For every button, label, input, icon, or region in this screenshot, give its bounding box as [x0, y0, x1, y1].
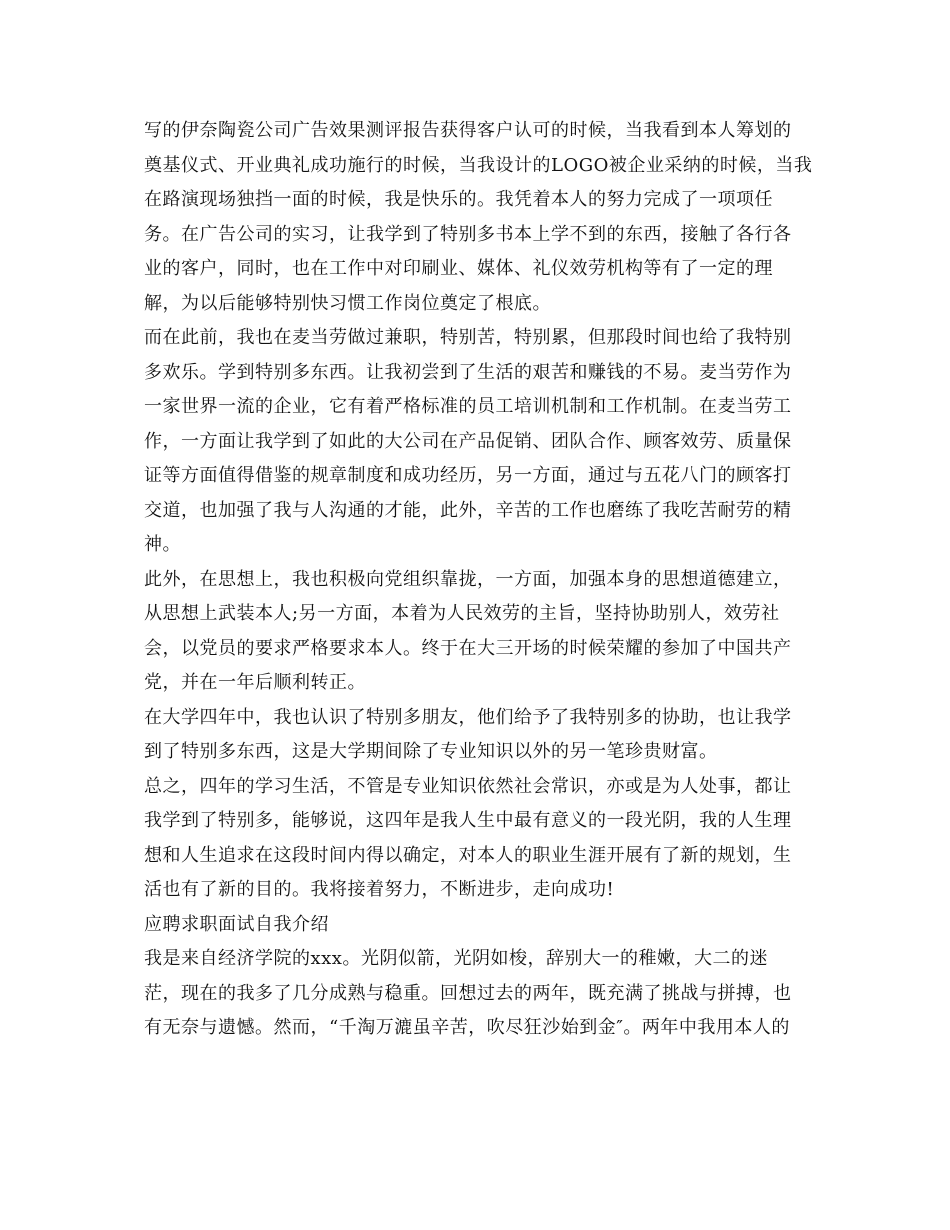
text-line: 证等方面值得借鉴的规章制度和成功经历，另一方面，通过与五花八门的顾客打 — [144, 465, 792, 486]
text-line: 在大学四年中，我也认识了特别多朋友，他们给予了我特别多的协助，也让我学 — [144, 706, 792, 728]
text-line: 作，一方面让我学到了如此的大公司在产品促销、团队合作、顾客效劳、质量保 — [144, 430, 792, 452]
text-line: 奠基仪式、开业典礼成功施行的时候，当我设计的LOGO被企业采纳的时候，当我 — [144, 154, 813, 176]
text-line: 到了特别多东西，这是大学期间除了专业知识以外的另一笔珍贵财富。 — [144, 741, 718, 762]
text-line: 会，以党员的要求严格要求本人。终于在大三开场的时候荣耀的参加了中国共产 — [144, 637, 792, 659]
text-line: 而在此前，我也在麦当劳做过兼职，特别苦，特别累，但那段时间也给了我特别 — [144, 327, 792, 348]
text-line: 务。在广告公司的实习，让我学到了特别多书本上学不到的东西，接触了各行各 — [144, 223, 792, 245]
text-line: 总之，四年的学习生活，不管是专业知识依然社会常识，亦或是为人处事，都让 — [144, 775, 792, 797]
text-line: 茫，现在的我多了几分成熟与稳重。回想过去的两年，既充满了挑战与拼搏，也 — [144, 982, 792, 1004]
text-line: 我是来自经济学院的xxx。光阴似箭，光阴如梭，辞别大一的稚嫩，大二的迷 — [144, 948, 768, 969]
text-line: 交道，也加强了我与人沟通的才能，此外，辛苦的工作也磨练了我吃苦耐劳的精 — [144, 499, 792, 521]
text-line: 有无奈与遗憾。然而，“千淘万漉虽辛苦，吹尽狂沙始到金″。两年中我用本人的 — [144, 1017, 790, 1038]
text-line: 党，并在一年后顺利转正。 — [144, 672, 366, 693]
text-line: 一家世界一流的企业，它有着严格标准的员工培训机制和工作机制。在麦当劳工 — [144, 396, 792, 417]
text-line: 解，为以后能够特别快习惯工作岗位奠定了根底。 — [144, 292, 551, 314]
text-line: 神。 — [144, 534, 181, 555]
text-line: 此外，在思想上，我也积极向党组织靠拢，一方面，加强本身的思想道德建立， — [144, 568, 792, 590]
text-line: 在路演现场独挡一面的时候，我是快乐的。我凭着本人的努力完成了一项项任 — [144, 189, 773, 210]
text-line: 活也有了新的目的。我将接着努力，不断进步，走向成功! — [144, 879, 615, 900]
section-heading: 应聘求职面试自我介绍 — [144, 913, 329, 935]
text-line: 我学到了特别多，能够说，这四年是我人生中最有意义的一段光阴，我的人生理 — [144, 810, 792, 831]
text-line: 业的客户，同时，也在工作中对印刷业、媒体、礼仪效劳机构等有了一定的理 — [144, 258, 773, 279]
text-line: 写的伊奈陶瓷公司广告效果测评报告获得客户认可的时候，当我看到本人筹划的 — [144, 120, 792, 141]
text-line: 想和人生追求在这段时间内得以确定，对本人的职业生涯开展有了新的规划，生 — [144, 844, 792, 866]
document-body — [144, 114, 814, 1046]
text-line: 多欢乐。学到特别多东西。让我初尝到了生活的艰苦和赚钱的不易。麦当劳作为 — [144, 361, 792, 383]
text-line: 从思想上武装本人;另一方面，本着为人民效劳的主旨，坚持协助别人，效劳社 — [144, 603, 780, 624]
